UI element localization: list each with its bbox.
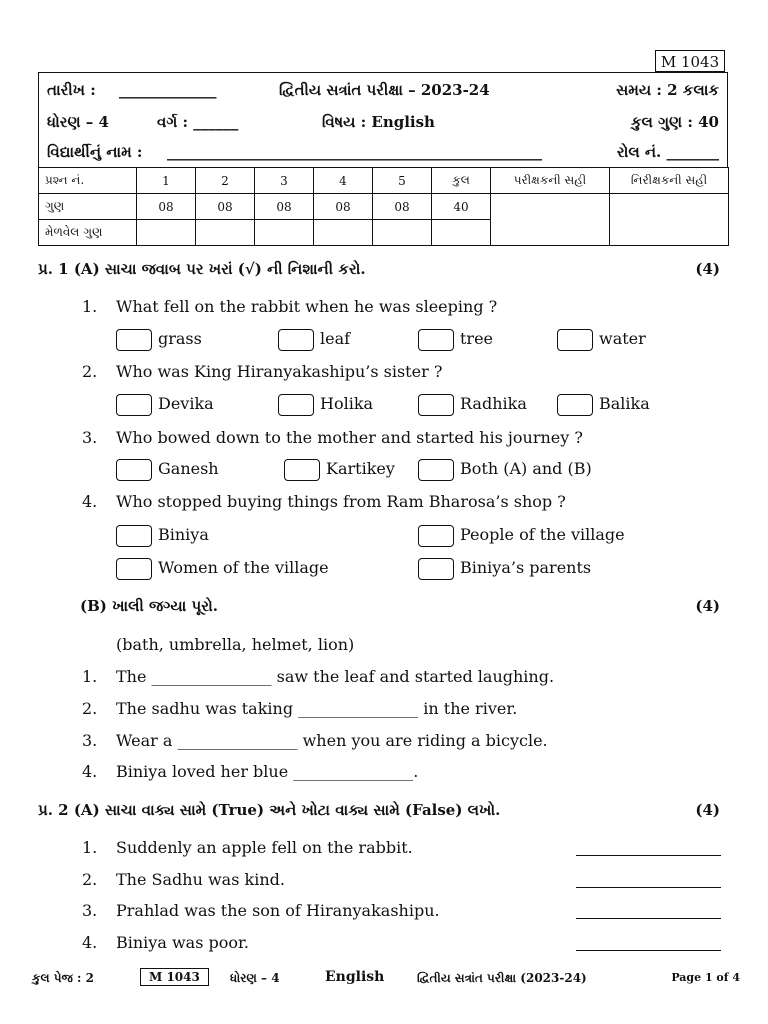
checkbox[interactable]: [418, 394, 454, 416]
header-row-1: [39, 75, 727, 105]
table-cell: 08: [314, 194, 373, 220]
page-footer: [30, 968, 740, 992]
obtained-cell[interactable]: [373, 220, 432, 246]
q1a-heading: પ્ર. 1 (A) સાચા જવાબ પર ખરાં (√) ની નિશાની કરો.: [38, 260, 366, 278]
table-cell: કુલ: [432, 168, 491, 194]
header-row-3: [39, 137, 727, 167]
option[interactable]: [116, 392, 214, 416]
question-number: 4.: [82, 933, 98, 952]
obtained-cell[interactable]: [196, 220, 255, 246]
statement-text: Biniya was poor.: [116, 933, 249, 952]
checkbox[interactable]: [116, 558, 152, 580]
table-cell: 40: [432, 194, 491, 220]
footer-page-number: Page 1 of 4: [671, 971, 740, 984]
option-label: grass: [158, 329, 202, 348]
table-cell: 3: [255, 168, 314, 194]
option-label: People of the village: [460, 525, 625, 544]
table-cell: 08: [255, 194, 314, 220]
table-cell: 08: [137, 194, 196, 220]
obtained-cell[interactable]: [255, 220, 314, 246]
standard: ધોરણ – 4: [47, 113, 109, 131]
question-number: 3.: [82, 731, 98, 750]
question-number: 1.: [82, 838, 98, 857]
date-blank: _____________: [119, 81, 217, 99]
paper-code: M 1043: [655, 50, 725, 72]
student-name-blank: __________________________________________________: [167, 143, 542, 161]
footer-subject: English: [325, 969, 385, 985]
table-cell: મેળવેલ ગુણ: [39, 220, 137, 246]
question-number: 2.: [82, 870, 98, 889]
question-text: Who bowed down to the mother and started his journey ?: [116, 428, 583, 447]
table-cell: પરીક્ષકની સહી: [491, 168, 610, 194]
question-number: 1.: [82, 297, 98, 316]
option[interactable]: [418, 523, 625, 547]
question-number: 3.: [82, 428, 98, 447]
option[interactable]: [557, 327, 646, 351]
q2a-heading: પ્ર. 2 (A) સાચા વાક્ય સામે (True) અને ખોટા વાક્ય સામે (False) લખો.: [38, 801, 501, 819]
checkbox[interactable]: [284, 459, 320, 481]
option[interactable]: [116, 457, 219, 481]
footer-code: M 1043: [140, 968, 209, 986]
option-label: Devika: [158, 394, 214, 413]
time-allowed: સમય : 2 કલાક: [616, 81, 719, 99]
checkbox[interactable]: [418, 329, 454, 351]
table-row: [39, 168, 729, 194]
table-cell: 08: [196, 194, 255, 220]
supervisor-signature-cell[interactable]: [610, 194, 729, 246]
option-label: Both (A) and (B): [460, 459, 592, 478]
exam-title: દ્વિતીય સત્રાંત પરીક્ષા – 2023-24: [279, 81, 490, 99]
table-cell: 5: [373, 168, 432, 194]
checkbox[interactable]: [278, 329, 314, 351]
checkbox[interactable]: [418, 459, 454, 481]
option[interactable]: [284, 457, 395, 481]
exam-header: [38, 72, 728, 168]
checkbox[interactable]: [557, 329, 593, 351]
table-cell: પ્રશ્ન નં.: [39, 168, 137, 194]
option[interactable]: [116, 523, 209, 547]
question-text: Who stopped buying things from Ram Bharosa’s shop ?: [116, 492, 566, 511]
q2a-marks: (4): [695, 801, 720, 819]
option[interactable]: [418, 327, 493, 351]
footer-exam: દ્વિતીય સત્રાંત પરીક્ષા (2023-24): [417, 971, 587, 985]
obtained-cell[interactable]: [314, 220, 373, 246]
table-row: [39, 194, 729, 220]
option[interactable]: [278, 327, 350, 351]
option[interactable]: [418, 457, 592, 481]
option[interactable]: [278, 392, 373, 416]
checkbox[interactable]: [116, 525, 152, 547]
division: વર્ગ : ______: [157, 113, 239, 131]
option-label: Balika: [599, 394, 650, 413]
option-label: tree: [460, 329, 494, 348]
option-label: Biniya’s parents: [460, 558, 592, 577]
date-label: તારીખ :: [47, 81, 96, 99]
question-number: 4.: [82, 762, 98, 781]
table-cell: 4: [314, 168, 373, 194]
answer-blank[interactable]: [576, 936, 721, 951]
question-text: Who was King Hiranyakashipu’s sister ?: [116, 362, 443, 381]
table-cell: 2: [196, 168, 255, 194]
checkbox[interactable]: [116, 329, 152, 351]
q1b-marks: (4): [695, 597, 720, 615]
option[interactable]: [116, 327, 202, 351]
option-label: Ganesh: [158, 459, 219, 478]
option-label: Women of the village: [158, 558, 329, 577]
question-number: 2.: [82, 362, 98, 381]
option-label: water: [599, 329, 646, 348]
option-label: leaf: [320, 329, 351, 348]
option[interactable]: [418, 556, 591, 580]
table-cell: 1: [137, 168, 196, 194]
checkbox[interactable]: [418, 558, 454, 580]
option[interactable]: [418, 392, 527, 416]
question-number: 1.: [82, 667, 98, 686]
checkbox[interactable]: [116, 394, 152, 416]
table-cell: નિરીક્ષકની સહી: [610, 168, 729, 194]
student-name-label: વિદ્યાર્થીનું નામ :: [47, 143, 143, 161]
q1a-marks: (4): [695, 260, 720, 278]
fill-blank-text: The sadhu was taking _______________ in the river.: [116, 699, 518, 718]
question-text: What fell on the rabbit when he was sleeping ?: [116, 297, 498, 316]
answer-blank[interactable]: [576, 841, 721, 856]
statement-text: Suddenly an apple fell on the rabbit.: [116, 838, 413, 857]
option-label: Radhika: [460, 394, 527, 413]
fill-blank-text: Biniya loved her blue _______________.: [116, 762, 419, 781]
question-number: 4.: [82, 492, 98, 511]
statement-text: The Sadhu was kind.: [116, 870, 285, 889]
marks-table: [38, 167, 729, 246]
question-number: 2.: [82, 699, 98, 718]
option-label: Kartikey: [326, 459, 395, 478]
option[interactable]: [557, 392, 650, 416]
checkbox[interactable]: [557, 394, 593, 416]
fill-blank-text: Wear a _______________ when you are riding a bicycle.: [116, 731, 548, 750]
checkbox[interactable]: [418, 525, 454, 547]
footer-std: ધોરણ – 4: [230, 971, 280, 985]
answer-blank[interactable]: [576, 904, 721, 919]
table-cell: 08: [373, 194, 432, 220]
fill-blank-text: The _______________ saw the leaf and started laughing.: [116, 667, 555, 686]
roll-number: રોલ નં. _______: [616, 143, 719, 161]
word-bank: (bath, umbrella, helmet, lion): [116, 635, 355, 654]
option-label: Biniya: [158, 525, 209, 544]
table-cell: ગુણ: [39, 194, 137, 220]
obtained-cell[interactable]: [137, 220, 196, 246]
checkbox[interactable]: [278, 394, 314, 416]
q1b-heading: (B) ખાલી જગ્યા પૂરો.: [80, 597, 218, 615]
option-label: Holika: [320, 394, 374, 413]
header-row-2: [39, 107, 727, 137]
footer-pages: કુલ પેજ : 2: [32, 971, 94, 985]
examiner-signature-cell[interactable]: [491, 194, 610, 246]
obtained-cell[interactable]: [432, 220, 491, 246]
answer-blank[interactable]: [576, 873, 721, 888]
option[interactable]: [116, 556, 329, 580]
checkbox[interactable]: [116, 459, 152, 481]
subject: વિષય : English: [322, 113, 435, 131]
question-number: 3.: [82, 901, 98, 920]
total-marks: કુલ ગુણ : 40: [630, 113, 719, 131]
statement-text: Prahlad was the son of Hiranyakashipu.: [116, 901, 440, 920]
